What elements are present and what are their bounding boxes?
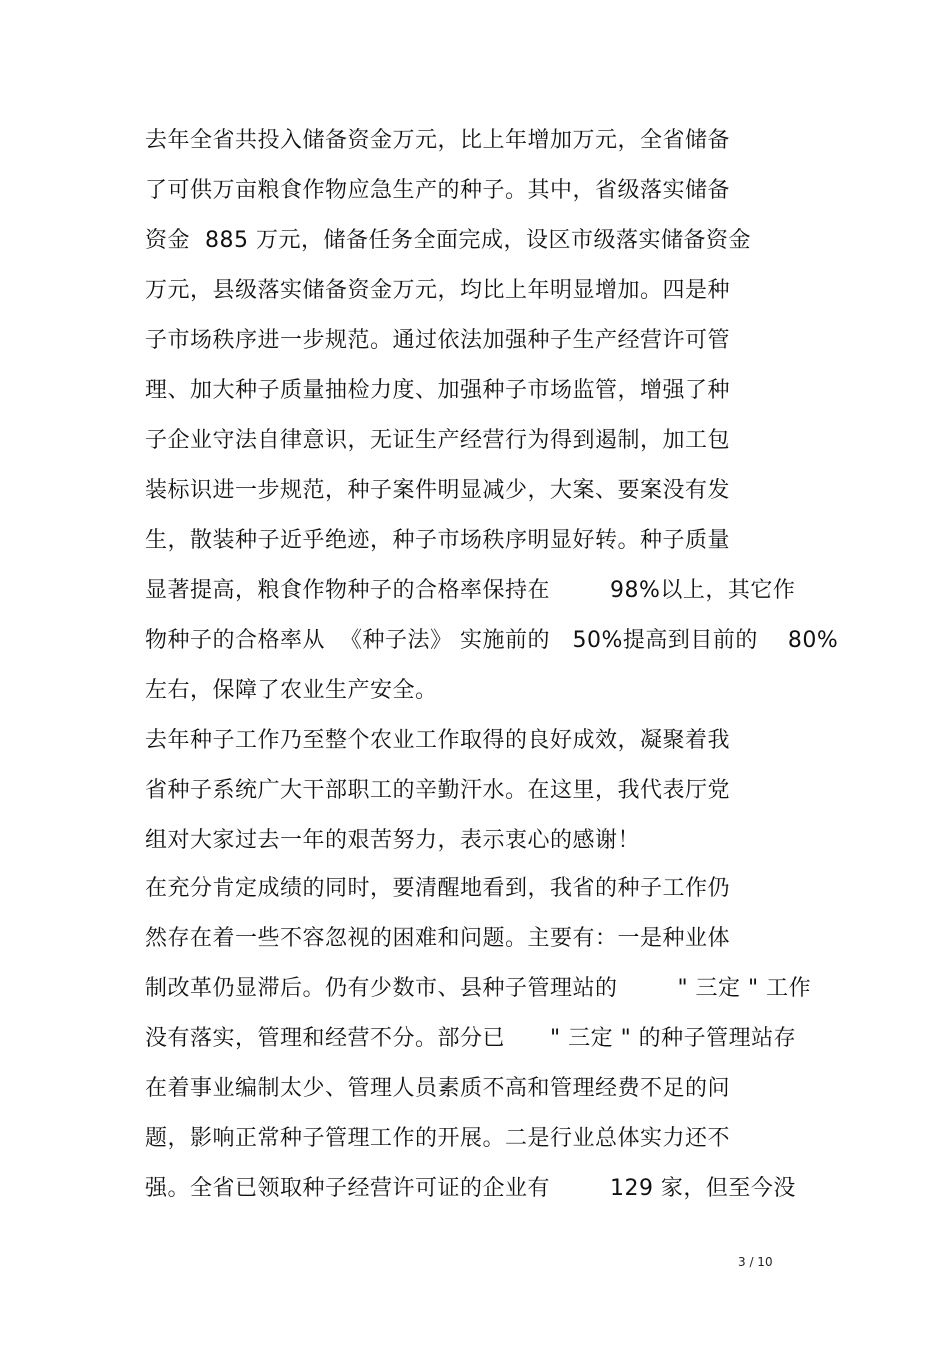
text-line: 去年全省共投入储备资金万元，比上年增加万元，全省储备: [145, 128, 731, 153]
text-line: 了可供万亩粮食作物应急生产的种子。其中，省级落实储备: [145, 178, 731, 203]
page-number: 3 / 10: [738, 1255, 773, 1269]
text-line: 资金 885 万元，储备任务全面完成，设区市级落实储备资金: [145, 228, 751, 253]
text-line: 组对大家过去一年的艰苦努力，表示衷心的感谢！: [145, 828, 641, 853]
text-line: 左右，保障了农业生产安全。: [145, 678, 438, 703]
text-line: 生，散装种子近乎绝迹，种子市场秩序明显好转。种子质量: [145, 528, 731, 553]
text-line: 在着事业编制太少、管理人员素质不高和管理经费不足的问: [145, 1076, 731, 1101]
text-line: 省种子系统广大干部职工的辛勤汗水。在这里，我代表厅党: [145, 778, 731, 803]
text-line: 装标识进一步规范，种子案件明显减少，大案、要案没有发: [145, 478, 731, 503]
text-line: 去年种子工作乃至整个农业工作取得的良好成效，凝聚着我: [145, 728, 731, 753]
text-line: 题，影响正常种子管理工作的开展。二是行业总体实力还不: [145, 1126, 731, 1151]
text-line: 物种子的合格率从 《种子法》 实施前的 50%提高到目前的 80%: [145, 628, 839, 653]
text-line: 万元，县级落实储备资金万元，均比上年明显增加。四是种: [145, 278, 731, 303]
text-line: 子企业守法自律意识，无证生产经营行为得到遏制，加工包: [145, 428, 731, 453]
text-line: 显著提高，粮食作物种子的合格率保持在 98%以上，其它作: [145, 578, 796, 603]
text-line: 强。全省已领取种子经营许可证的企业有 129 家，但至今没: [145, 1176, 796, 1201]
text-line: 理、加大种子质量抽检力度、加强种子市场监管，增强了种: [145, 378, 731, 403]
text-line: 然存在着一些不容忽视的困难和问题。主要有：一是种业体: [145, 926, 731, 951]
text-line: 没有落实，管理和经营不分。部分已 " 三定 " 的种子管理站存: [145, 1026, 797, 1051]
text-line: 子市场秩序进一步规范。通过依法加强种子生产经营许可管: [145, 328, 731, 353]
text-line: 制改革仍显滞后。仍有少数市、县种子管理站的 " 三定 " 工作: [145, 976, 812, 1001]
text-line: 在充分肯定成绩的同时，要清醒地看到，我省的种子工作仍: [145, 876, 731, 901]
